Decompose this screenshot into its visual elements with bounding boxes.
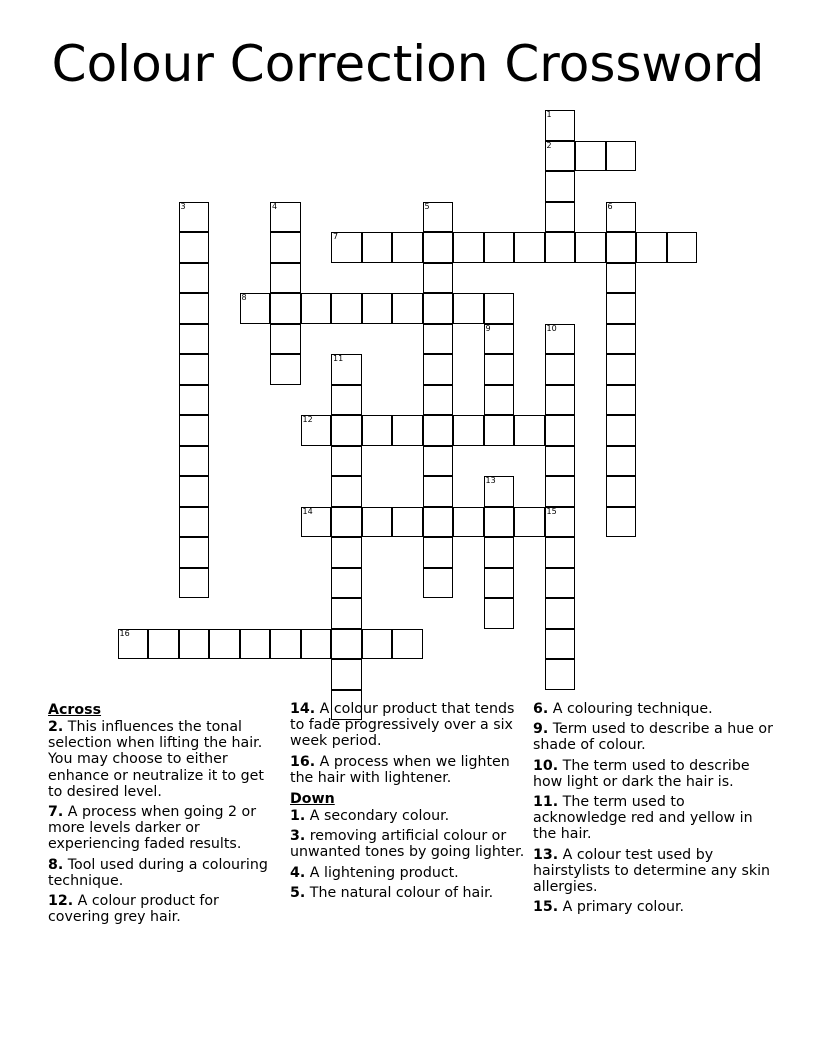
grid-cell[interactable]	[545, 659, 576, 690]
clue-number-9: 9	[485, 323, 491, 333]
clue-number-3: 3	[180, 201, 186, 211]
grid-cell[interactable]	[484, 537, 515, 568]
grid-cell[interactable]	[331, 446, 362, 477]
grid-cell[interactable]	[423, 293, 454, 324]
grid-cell[interactable]	[453, 415, 484, 446]
grid-cell[interactable]	[453, 293, 484, 324]
clue-down-13: 13. A colour test used by hairstylists to determine any skin allergies.	[533, 846, 771, 896]
grid-cell[interactable]	[148, 629, 179, 660]
grid-cell[interactable]	[606, 263, 637, 294]
grid-cell[interactable]	[514, 232, 545, 263]
clue-number-10: 10	[546, 323, 557, 333]
grid-cell[interactable]	[484, 354, 515, 385]
grid-cell[interactable]	[453, 232, 484, 263]
grid-cell[interactable]	[606, 476, 637, 507]
grid-cell[interactable]	[606, 507, 637, 538]
grid-cell[interactable]	[453, 507, 484, 538]
clue-number-4: 4	[272, 201, 278, 211]
grid-cell[interactable]	[179, 568, 210, 599]
grid-cell[interactable]	[392, 293, 423, 324]
grid-cell[interactable]	[331, 659, 362, 690]
grid-cell[interactable]	[545, 110, 576, 141]
grid-cell[interactable]	[270, 263, 301, 294]
clue-down-9: 9. Term used to describe a hue or shade of colour.	[533, 721, 773, 754]
grid-cell[interactable]	[240, 629, 271, 660]
grid-cell[interactable]	[209, 629, 240, 660]
grid-cell[interactable]	[606, 293, 637, 324]
clue-number-7: 7	[333, 232, 339, 241]
grid-cell[interactable]	[179, 507, 210, 538]
clue-number-16: 16	[119, 628, 130, 638]
clue-number-12: 12	[302, 415, 313, 424]
grid-cell[interactable]	[270, 202, 301, 233]
grid-cell[interactable]	[179, 354, 210, 385]
grid-cell[interactable]	[331, 385, 362, 416]
grid-cell[interactable]	[179, 293, 210, 324]
grid-cell[interactable]	[545, 202, 576, 233]
grid-cell[interactable]	[179, 537, 210, 568]
clue-number-5: 5	[424, 201, 430, 211]
grid-cell[interactable]	[514, 415, 545, 446]
clue-number-2: 2	[546, 140, 552, 150]
clue-number-8: 8	[241, 293, 247, 302]
grid-cell[interactable]	[423, 263, 454, 294]
clue-across-12: 12. A colour product for covering grey hair.	[48, 893, 219, 926]
grid-cell[interactable]	[362, 507, 393, 538]
clue-column-3	[533, 701, 773, 919]
grid-cell[interactable]	[606, 415, 637, 446]
clue-down-10: 10. The term used to describe how light or dark the hair is.	[533, 757, 750, 790]
clue-down-5: 5. The natural colour of hair.	[290, 884, 494, 901]
grid-cell[interactable]	[179, 476, 210, 507]
clue-down-1: 1. A secondary colour.	[290, 808, 450, 825]
grid-cell[interactable]	[331, 415, 362, 446]
grid-cell[interactable]	[179, 446, 210, 477]
grid-cell[interactable]	[484, 293, 515, 324]
grid-cell[interactable]	[392, 232, 423, 263]
grid-cell[interactable]	[331, 293, 362, 324]
grid-cell[interactable]	[606, 385, 637, 416]
grid-cell[interactable]	[606, 446, 637, 477]
grid-cell[interactable]	[484, 568, 515, 599]
grid-cell[interactable]	[606, 202, 637, 233]
grid-cell[interactable]	[606, 354, 637, 385]
grid-cell[interactable]	[301, 415, 332, 446]
grid-cell[interactable]	[179, 415, 210, 446]
grid-cell[interactable]	[331, 232, 362, 263]
grid-cell[interactable]	[270, 629, 301, 660]
across-heading: Across	[48, 702, 102, 718]
grid-cell[interactable]	[423, 202, 454, 233]
grid-cell[interactable]	[392, 507, 423, 538]
clue-number-1: 1	[546, 110, 552, 119]
clue-across-16: 16. A process when we lighten the hair with lightener.	[290, 753, 510, 786]
grid-cell[interactable]	[484, 507, 515, 538]
grid-cell[interactable]	[545, 568, 576, 599]
grid-cell[interactable]	[240, 293, 271, 324]
grid-cell[interactable]	[331, 568, 362, 599]
grid-cell[interactable]	[484, 232, 515, 263]
grid-cell[interactable]	[423, 476, 454, 507]
grid-cell[interactable]	[545, 507, 576, 538]
grid-cell[interactable]	[118, 629, 149, 660]
grid-cell[interactable]	[362, 232, 393, 263]
clue-number-11: 11	[333, 354, 344, 363]
grid-cell[interactable]	[423, 232, 454, 263]
grid-cell[interactable]	[545, 598, 576, 629]
grid-cell[interactable]	[575, 141, 606, 172]
grid-cell[interactable]	[392, 629, 423, 660]
clue-number-14: 14	[302, 506, 313, 516]
grid-cell[interactable]	[331, 507, 362, 538]
clue-down-6: 6. A colouring technique.	[533, 701, 713, 717]
grid-cell[interactable]	[606, 324, 637, 355]
grid-cell[interactable]	[636, 232, 667, 263]
page-title: Colour Correction Crossword	[51, 35, 765, 93]
grid-cell[interactable]	[179, 263, 210, 294]
grid-cell[interactable]	[423, 507, 454, 538]
grid-cell[interactable]	[575, 232, 606, 263]
clue-number-6: 6	[607, 201, 613, 211]
grid-cell[interactable]	[423, 415, 454, 446]
grid-cell[interactable]	[301, 629, 332, 660]
grid-cell[interactable]	[362, 415, 393, 446]
grid-cell[interactable]	[545, 629, 576, 660]
grid-cell[interactable]	[362, 293, 393, 324]
grid-cell[interactable]	[484, 476, 515, 507]
grid-cell[interactable]	[545, 415, 576, 446]
grid-cell[interactable]	[423, 446, 454, 477]
grid-cell[interactable]	[423, 385, 454, 416]
grid-cell[interactable]	[606, 232, 637, 263]
grid-cell[interactable]	[331, 537, 362, 568]
clue-column-1	[48, 701, 280, 929]
clue-number-15: 15	[546, 506, 557, 516]
grid-cell[interactable]	[179, 324, 210, 355]
grid-cell[interactable]	[270, 293, 301, 324]
grid-cell[interactable]	[331, 354, 362, 385]
clue-across-8: 8. Tool used during a colouring technique.	[48, 856, 268, 889]
clue-down-3: 3. removing artificial colour or unwanted tones by going lighter.	[290, 828, 525, 861]
grid-cell[interactable]	[179, 202, 210, 233]
grid-cell[interactable]	[545, 324, 576, 355]
grid-cell[interactable]	[362, 629, 393, 660]
clue-down-11: 11. The term used to acknowledge red and yellow in the hair.	[533, 794, 753, 843]
grid-cell[interactable]	[423, 324, 454, 355]
down-heading: Down	[290, 791, 335, 808]
grid-cell[interactable]	[545, 141, 576, 172]
clue-down-15: 15. A primary colour.	[533, 899, 685, 916]
grid-cell[interactable]	[545, 446, 576, 477]
grid-cell[interactable]	[484, 598, 515, 629]
grid-cell[interactable]	[545, 537, 576, 568]
clue-across-2: 2. This influences the tonal selection when lifting the hair. You may choose to either enhance or neutralize it to get to desired level.	[48, 719, 264, 800]
grid-cell[interactable]	[301, 507, 332, 538]
grid-cell[interactable]	[179, 629, 210, 660]
grid-cell[interactable]	[423, 537, 454, 568]
grid-cell[interactable]	[331, 476, 362, 507]
grid-cell[interactable]	[331, 629, 362, 660]
grid-cell[interactable]	[270, 354, 301, 385]
grid-cell[interactable]	[514, 507, 545, 538]
grid-cell[interactable]	[179, 232, 210, 263]
clue-number-13: 13	[485, 476, 496, 485]
clue-across-14: 14. A colour product that tends to fade progressively over a six week period.	[290, 701, 515, 750]
grid-cell[interactable]	[667, 232, 698, 263]
grid-cell[interactable]	[423, 354, 454, 385]
grid-cell[interactable]	[545, 232, 576, 263]
clue-column-2	[290, 701, 525, 905]
grid-cell[interactable]	[331, 598, 362, 629]
grid-cell[interactable]	[270, 324, 301, 355]
grid-cell[interactable]	[484, 324, 515, 355]
grid-cell[interactable]	[392, 415, 423, 446]
grid-cell[interactable]	[484, 415, 515, 446]
grid-cell[interactable]	[484, 385, 515, 416]
grid-cell[interactable]	[423, 568, 454, 599]
grid-cell[interactable]	[545, 171, 576, 202]
clue-across-7: 7. A process when going 2 or more levels darker or experiencing faded results.	[48, 804, 257, 853]
grid-cell[interactable]	[545, 385, 576, 416]
grid-cell[interactable]	[545, 354, 576, 385]
grid-cell[interactable]	[301, 293, 332, 324]
grid-cell[interactable]	[270, 232, 301, 263]
clue-down-4: 4. A lightening product.	[290, 864, 459, 881]
grid-cell[interactable]	[179, 385, 210, 416]
grid-cell[interactable]	[545, 476, 576, 507]
grid-cell[interactable]	[606, 141, 637, 172]
